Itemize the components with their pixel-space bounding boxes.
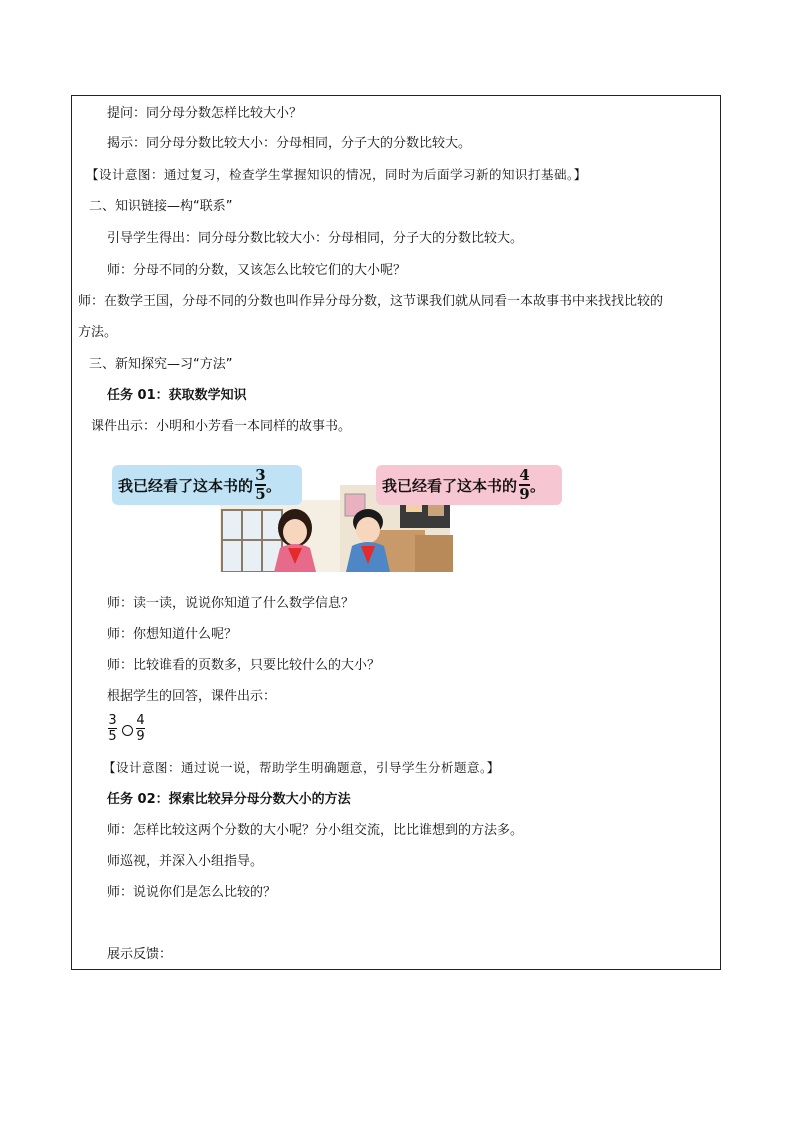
feedback-line: 展示反馈： bbox=[107, 947, 173, 962]
section-heading-2: 二、知识链接—构“联系” bbox=[89, 199, 233, 214]
student-answer-line: 根据学生的回答，课件出示： bbox=[107, 689, 277, 704]
fraction-3-5 bbox=[108, 714, 117, 743]
left-fraction-numerator: 3 bbox=[255, 466, 266, 484]
teacher-compare-line: 师：比较谁看的页数多，只要比较什么的大小？ bbox=[107, 658, 381, 673]
teacher-intro-cont: 方法。 bbox=[78, 325, 118, 340]
task-01-heading: 任务 01：获取数学知识 bbox=[107, 388, 247, 403]
left-bubble-text: 我已经看了这本书的 bbox=[118, 476, 254, 495]
right-bubble-end: 。 bbox=[530, 476, 546, 495]
right-bubble-fraction bbox=[519, 468, 530, 502]
fraction-b-numerator: 4 bbox=[136, 713, 145, 728]
left-fraction-denominator: 5 bbox=[255, 485, 266, 503]
teacher-intro: 师：在数学王国，分母不同的分数也叫作异分母分数，这节课我们就从同看一本故事书中来找找比较的 bbox=[78, 294, 664, 309]
teacher-want-line: 师：你想知道什么呢？ bbox=[107, 627, 238, 642]
right-fraction-numerator: 4 bbox=[519, 466, 530, 484]
teacher-question-1: 师：分母不同的分数，又该怎么比较它们的大小呢？ bbox=[107, 263, 407, 278]
teacher-how-line: 师：怎样比较这两个分数的大小呢？分小组交流，比比谁想到的方法多。 bbox=[107, 823, 524, 838]
left-bubble-fraction bbox=[255, 468, 266, 502]
fraction-b-denominator: 9 bbox=[136, 729, 145, 744]
design-intent-2: 【设计意图：通过说一说，帮助学生明确题意，引导学生分析题意。】 bbox=[103, 760, 500, 775]
reveal-line: 揭示：同分母分数比较大小：分母相同，分子大的分数比较大。 bbox=[107, 136, 472, 151]
teacher-read-line: 师：读一读，说说你知道了什么数学信息？ bbox=[107, 596, 355, 611]
story-book-illustration bbox=[110, 460, 562, 572]
section-heading-3: 三、新知探究—习“方法” bbox=[89, 357, 233, 372]
right-fraction-denominator: 9 bbox=[519, 485, 530, 503]
fraction-a-denominator: 5 bbox=[108, 729, 117, 744]
design-intent-1: 【设计意图：通过复习，检查学生掌握知识的情况，同时为后面学习新的知识打基础。】 bbox=[86, 167, 587, 182]
right-bubble-text: 我已经看了这本书的 bbox=[382, 476, 518, 495]
teacher-patrol-line: 师巡视，并深入小组指导。 bbox=[107, 854, 264, 869]
fraction-4-9 bbox=[136, 714, 145, 743]
compare-circle-icon bbox=[122, 725, 133, 736]
right-speech-bubble bbox=[376, 465, 562, 505]
left-speech-bubble bbox=[112, 465, 302, 505]
left-bubble-end: 。 bbox=[266, 476, 282, 495]
task-02-heading: 任务 02：探索比较异分母分数大小的方法 bbox=[107, 792, 351, 807]
courseware-line: 课件出示：小明和小芳看一本同样的故事书。 bbox=[91, 419, 352, 434]
question-line: 提问：同分母分数怎样比较大小？ bbox=[107, 106, 303, 121]
teacher-ask-line: 师：说说你们是怎么比较的？ bbox=[107, 885, 277, 900]
guide-line: 引导学生得出：同分母分数比较大小：分母相同，分子大的分数比较大。 bbox=[107, 231, 524, 246]
fraction-a-numerator: 3 bbox=[108, 713, 117, 728]
